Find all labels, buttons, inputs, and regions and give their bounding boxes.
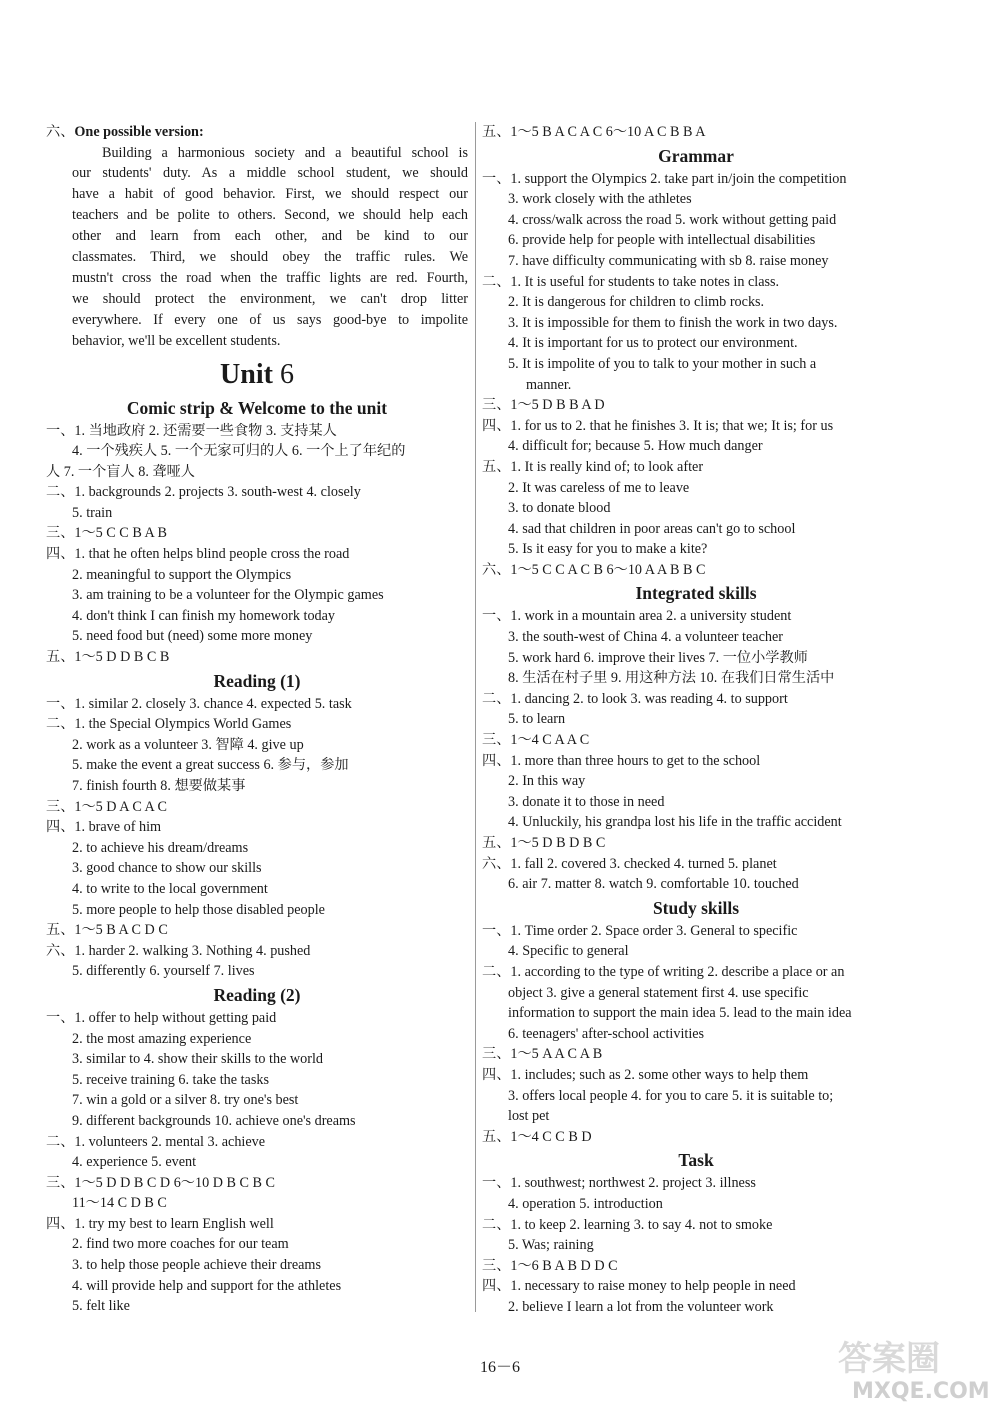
answer-line: 4. sad that children in poor areas can't go to school <box>508 520 796 537</box>
answer-line: 5. make the event a great success 6. 参与，参加 <box>72 757 349 774</box>
answer-line: 3. donate it to those in need <box>508 793 665 810</box>
answer-line: 一、1. work in a mountain area 2. a university student <box>482 608 792 625</box>
answer-line: 2. meaningful to support the Olympics <box>72 566 292 583</box>
answer-line: 二、1. dancing 2. to look 3. was reading 4. to support <box>482 690 788 707</box>
answer-line: 6. teenagers' after-school activities <box>508 1025 705 1042</box>
answer-line: 5. need food but (need) some more money <box>72 628 313 645</box>
section-heading-reading1: Reading (1) <box>213 670 301 691</box>
answer-line: 7. win a gold or a silver 8. try one's best <box>72 1092 299 1109</box>
essay-line: everywhere. If every one of us says good-bye to impolite <box>72 311 468 328</box>
section-heading-reading2: Reading (2) <box>213 984 301 1005</box>
answer-line: 4. difficult for; because 5. How much danger <box>508 438 763 455</box>
watermark-logo-text: 答案圈 <box>838 1339 940 1379</box>
essay-line: classmates. Third, we should obey the traffic rules. We <box>72 249 468 266</box>
answer-line: 五、1～5 D D B C B <box>46 649 170 666</box>
answer-line: 三、1～4 C A A C <box>482 732 590 749</box>
essay-line: behavior, we'll be excellent students. <box>72 332 281 349</box>
section-heading-task: Task <box>678 1150 714 1171</box>
answer-line: 5. Is it easy for you to make a kite? <box>508 541 708 558</box>
answer-line: manner. <box>526 376 572 393</box>
essay-line: Building a harmonious society and a beautiful school is <box>102 144 468 161</box>
answer-line: 4. don't think I can finish my homework today <box>72 607 336 624</box>
answer-line: 4. 一个残疾人 5. 一个无家可归的人 6. 一个上了年纪的 <box>72 443 406 460</box>
answer-line: 7. have difficulty communicating with sb 8. raise money <box>508 252 829 269</box>
answer-line: 3. am training to be a volunteer for the Olympic games <box>72 587 384 604</box>
essay-line: teachers and be polite to others. Second, we should help each <box>72 207 468 224</box>
essay-line: mustn't cross the road when the traffic lights are red. Fourth, <box>72 269 468 286</box>
answer-line: 六、1～5 C C A C B 6～10 A A B B C <box>482 561 706 578</box>
answer-line: 五、1～5 B A C A C 6～10 A C B B A <box>482 124 706 140</box>
answer-line: 一、1. 当地政府 2. 还需要一些食物 3. 支持某人 <box>46 422 337 439</box>
page-number: 16－6 <box>479 1359 520 1376</box>
section-heading-study: Study skills <box>652 897 740 918</box>
answer-line: 4. cross/walk across the road 5. work without getting paid <box>508 211 837 228</box>
answer-line: 2. find two more coaches for our team <box>72 1236 289 1253</box>
answer-line: 5. It is impolite of you to talk to your mother in such a <box>508 355 817 372</box>
essay-heading: One possible version: <box>74 124 204 140</box>
answer-line: 5. differently 6. yourself 7. lives <box>72 963 255 980</box>
answer-line: 2. In this way <box>508 773 586 790</box>
answer-line: 四、1. try my best to learn English well <box>46 1215 274 1232</box>
answer-line: 一、1. Time order 2. Space order 3. General to specific <box>482 922 798 939</box>
unit-word: Unit <box>220 358 273 390</box>
answer-line: 3. work closely with the athletes <box>508 191 692 208</box>
answer-line: 4. It is important for us to protect our environment. <box>508 335 798 352</box>
answer-line: 3. similar to 4. show their skills to the world <box>72 1051 324 1068</box>
answer-line: 三、1～5 D D B C D 6～10 D B C B C <box>46 1174 275 1191</box>
answer-line: 三、1～5 C C B A B <box>46 525 168 542</box>
answer-line: 2. It was careless of me to leave <box>508 479 690 496</box>
right-column <box>482 122 910 1317</box>
answer-line: 四、1. brave of him <box>46 819 162 836</box>
answer-line: 三、1～5 D A C A C <box>46 798 168 815</box>
answer-line: 四、1. for us to 2. that he finishes 3. It is; that we; It is; for us <box>482 417 834 434</box>
reading2-answers <box>46 1008 468 1317</box>
answer-line: 5. felt like <box>72 1298 130 1315</box>
answer-line: 2. believe I learn a lot from the volunteer work <box>508 1298 774 1315</box>
answer-line: 3. offers local people 4. for you to care 5. it is suitable to; <box>508 1087 834 1104</box>
answer-line: 3. the south-west of China 4. a volunteer teacher <box>508 629 783 646</box>
answer-line: 二、1. volunteers 2. mental 3. achieve <box>46 1133 266 1150</box>
reading1-answers <box>46 694 468 982</box>
essay-paragraph <box>46 143 468 352</box>
answer-line: 5. receive training 6. take the tasks <box>72 1071 269 1088</box>
watermark-logo <box>810 1334 990 1406</box>
answer-line: 一、1. southwest; northwest 2. project 3. illness <box>482 1175 756 1192</box>
essay-line: we should protect the environment, we can't drop litter <box>72 290 468 307</box>
answer-line: 8. 生活在村子里 9. 用这种方法 10. 在我们日常生活中 <box>508 670 835 687</box>
column-divider <box>475 122 476 1312</box>
answer-line: 3. to donate blood <box>508 500 611 517</box>
answer-line: 3. good chance to show our skills <box>72 860 262 877</box>
answer-line: 一、1. support the Olympics 2. take part in/join the competition <box>482 170 847 187</box>
answer-line: 2. It is dangerous for children to climb rocks. <box>508 294 765 311</box>
essay-line: our students' duty. As a middle school student, we should <box>72 165 468 182</box>
answer-line: 5. Was; raining <box>508 1237 594 1254</box>
answer-line: 四、1. includes; such as 2. some other ways to help them <box>482 1066 809 1083</box>
left-column <box>46 122 468 1317</box>
answer-line: 11～14 C D B C <box>72 1195 167 1212</box>
answer-line: 4. will provide help and support for the athletes <box>72 1277 342 1294</box>
answer-line: information to support the main idea 5. lead to the main idea <box>508 1005 852 1022</box>
answer-line: 2. to achieve his dream/dreams <box>72 839 249 856</box>
answer-line: 三、1～5 A A C A B <box>482 1046 603 1063</box>
answer-line: 6. air 7. matter 8. watch 9. comfortable 10. touched <box>508 876 799 893</box>
answer-line: 3. to help those people achieve their dreams <box>72 1257 321 1274</box>
answer-line: 4. Specific to general <box>508 943 629 960</box>
answer-line: 一、1. offer to help without getting paid <box>46 1009 277 1026</box>
answer-line: 5. to learn <box>508 711 566 728</box>
essay-line: have a habit of good behavior. First, we should respect our <box>72 186 468 203</box>
task-answers <box>482 1173 910 1317</box>
answer-line: 5. train <box>72 504 113 521</box>
section-heading-comic: Comic strip & Welcome to the unit <box>126 397 388 418</box>
unit-number: 6 <box>279 358 294 390</box>
answer-line: 2. work as a volunteer 3. 智障 4. give up <box>72 736 304 753</box>
answer-line: object 3. give a general statement first 4. use specific <box>508 984 809 1001</box>
answer-line: 5. more people to help those disabled people <box>72 901 325 918</box>
answer-line: 四、1. more than three hours to get to the school <box>482 752 761 769</box>
answer-line: 一、1. similar 2. closely 3. chance 4. expected 5. task <box>46 695 352 712</box>
answer-line: 三、1～5 D B B A D <box>482 397 605 414</box>
answer-line: 五、1. It is really kind of; to look after <box>482 458 704 475</box>
answer-line: 6. provide help for people with intellectual disabilities <box>508 232 816 249</box>
answer-line: 二、1. to keep 2. learning 3. to say 4. not to smoke <box>482 1216 773 1233</box>
answer-line: 六、1. fall 2. covered 3. checked 4. turned 5. planet <box>482 855 777 872</box>
comic-answers <box>46 421 468 668</box>
integrated-answers <box>482 606 910 894</box>
answer-line: 2. the most amazing experience <box>72 1030 252 1047</box>
answer-line: 四、1. that he often helps blind people cross the road <box>46 546 350 563</box>
answer-line: 人 7. 一个盲人 8. 聋哑人 <box>46 463 195 480</box>
essay-heading-line <box>46 122 468 143</box>
answer-line: 五、1～5 B A C D C <box>46 922 168 939</box>
section-heading-grammar: Grammar <box>658 145 734 166</box>
unit-title <box>46 355 468 395</box>
essay-label: 六、 <box>46 124 75 140</box>
answer-line: lost pet <box>508 1108 550 1125</box>
section-heading-integrated: Integrated skills <box>635 583 757 604</box>
answer-line: 4. to write to the local government <box>72 880 268 897</box>
answer-line: 三、1～6 B A B D D C <box>482 1257 618 1274</box>
answer-line: 4. Unluckily, his grandpa lost his life in the traffic accident <box>508 814 842 831</box>
answer-line: 五、1～5 D B D B C <box>482 835 606 851</box>
watermark-url: MXQE.COM <box>852 1379 990 1404</box>
answer-line: 五、1～4 C C B D <box>482 1128 592 1145</box>
answer-line: 4. operation 5. introduction <box>508 1195 663 1212</box>
study-answers <box>482 921 910 1148</box>
answer-line: 4. experience 5. event <box>72 1154 197 1171</box>
grammar-answers <box>482 169 910 581</box>
answer-line: 二、1. It is useful for students to take notes in class. <box>482 273 780 290</box>
answer-line: 四、1. necessary to raise money to help people in need <box>482 1278 796 1295</box>
answer-line: 3. It is impossible for them to finish the work in two days. <box>508 314 838 331</box>
answer-line: 5. work hard 6. improve their lives 7. 一位小学教师 <box>508 649 808 666</box>
answer-line: 二、1. the Special Olympics World Games <box>46 716 292 733</box>
answer-line: 9. different backgrounds 10. achieve one's dreams <box>72 1112 356 1129</box>
answer-line: 六、1. harder 2. walking 3. Nothing 4. pushed <box>46 942 311 959</box>
answer-line: 二、1. according to the type of writing 2. describe a place or an <box>482 963 845 980</box>
essay-line: other and learn from each other, and be kind to our <box>72 228 468 245</box>
answer-line: 7. finish fourth 8. 想要做某事 <box>72 778 246 794</box>
answer-line: 二、1. backgrounds 2. projects 3. south-west 4. closely <box>46 484 361 501</box>
